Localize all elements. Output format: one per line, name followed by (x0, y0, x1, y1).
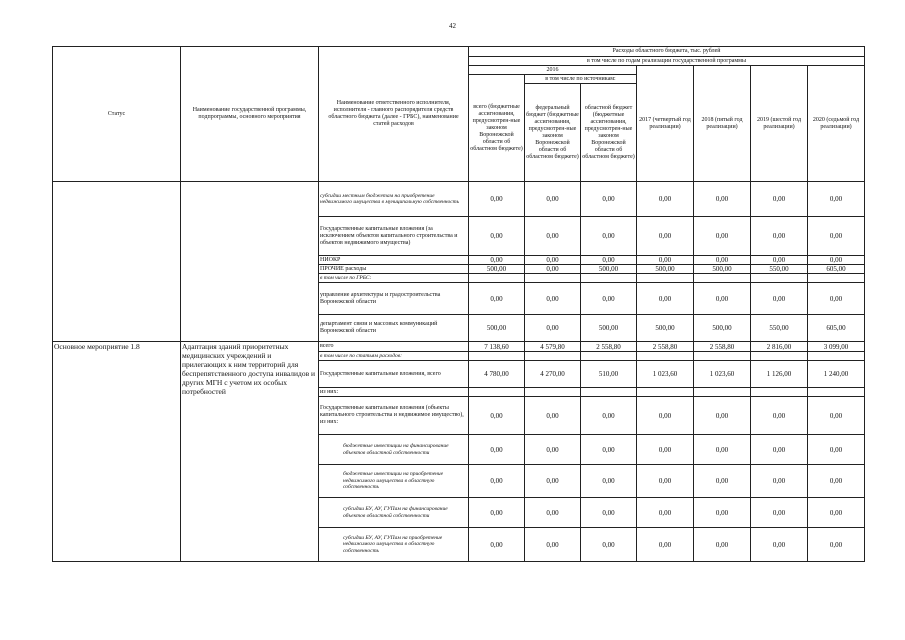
cell-2018: 0,00 (694, 182, 751, 217)
cell-federal: 0,00 (525, 315, 581, 342)
row-label: всего (319, 342, 469, 352)
cell-total: 0,00 (469, 498, 525, 528)
cell-2018: 0,00 (694, 283, 751, 315)
cell-federal: 4 270,00 (525, 361, 581, 388)
row-label: управление архитектуры и градостроительства Воронежской области (319, 283, 469, 315)
cell-2020: 0,00 (808, 283, 865, 315)
cell-2020: 0,00 (808, 182, 865, 217)
row-label: НИОКР (319, 256, 469, 265)
cell-2017: 0,00 (637, 435, 694, 465)
cell-federal: 0,00 (525, 283, 581, 315)
cell-federal: 0,00 (525, 397, 581, 435)
header-program-name: Наименование государственной программы, подпрограммы, основного мероприятия (181, 47, 319, 182)
cell-2018: 500,00 (694, 265, 751, 274)
cell-2019: 0,00 (751, 397, 808, 435)
cell-federal: 0,00 (525, 528, 581, 562)
cell-2019: 0,00 (751, 528, 808, 562)
cell-2020: 605,00 (808, 265, 865, 274)
cell-2017: 500,00 (637, 315, 694, 342)
row-label: бюджетные инвестиции на приобретение недвижимого имущества в областную собственность (319, 465, 469, 498)
header-year-2016: 2016 (469, 66, 637, 75)
cell-2019: 1 126,00 (751, 361, 808, 388)
cell-2017: 0,00 (637, 283, 694, 315)
header-year-2019: 2019 (шестой год реализации) (751, 66, 808, 182)
cell-total: 0,00 (469, 217, 525, 256)
cell-regional: 0,00 (581, 528, 637, 562)
section1-name-cell (181, 182, 319, 342)
cell-2020: 0,00 (808, 256, 865, 265)
cell-total: 4 780,00 (469, 361, 525, 388)
header-by-years: в том числе по годам реализации государственной программы (469, 57, 865, 66)
cell-federal: 0,00 (525, 256, 581, 265)
cell-2017: 0,00 (637, 498, 694, 528)
row-label: в том числе по статьям расходов: (319, 352, 469, 361)
cell-2019: 0,00 (751, 498, 808, 528)
cell-2020: 0,00 (808, 498, 865, 528)
row-label: департамент связи и массовых коммуникаций Воронежской области (319, 315, 469, 342)
cell-2017: 0,00 (637, 528, 694, 562)
row-label: в том числе по ГРБС: (319, 274, 469, 283)
header-status: Статус (53, 47, 181, 182)
cell-2018: 0,00 (694, 528, 751, 562)
row-label: субсидии БУ, АУ, ГУПам на финансирование объектов областной собственности (319, 498, 469, 528)
cell-2017: 0,00 (637, 397, 694, 435)
row-label: из них: (319, 388, 469, 397)
row-label: Государственные капитальные вложения (за исключением объектов капитального строительства и объектов недвижимого имущества) (319, 217, 469, 256)
cell-total: 7 138,60 (469, 342, 525, 352)
cell-regional: 0,00 (581, 435, 637, 465)
cell-regional: 2 558,80 (581, 342, 637, 352)
header-expenses-title: Расходы областного бюджета, тыс. рублей (469, 47, 865, 57)
cell-federal: 0,00 (525, 217, 581, 256)
header-year-2017: 2017 (четвертый год реализации) (637, 66, 694, 182)
cell-2020: 0,00 (808, 397, 865, 435)
budget-table (52, 46, 865, 562)
header-executor: Наименование ответственного исполнителя, исполнителя - главного распорядителя средств областного бюджета (далее - ГРБС), наименование статей расходов (319, 47, 469, 182)
cell-2019: 0,00 (751, 256, 808, 265)
cell-total: 0,00 (469, 256, 525, 265)
row-label: бюджетные инвестиции на финансирование объектов областной собственности (319, 435, 469, 465)
cell-2017: 2 558,80 (637, 342, 694, 352)
cell-federal: 0,00 (525, 465, 581, 498)
cell-regional: 0,00 (581, 465, 637, 498)
cell-regional: 0,00 (581, 498, 637, 528)
cell-regional: 500,00 (581, 265, 637, 274)
cell-2018: 0,00 (694, 465, 751, 498)
header-by-sources: в том числе по источникам: (525, 75, 637, 84)
cell-2017: 0,00 (637, 256, 694, 265)
section1-status-cell (53, 182, 181, 342)
cell-2018: 0,00 (694, 498, 751, 528)
row-label: субсидии местным бюджетам на приобретение недвижимого имущества в муниципальную собственность (319, 182, 469, 217)
cell-2018: 500,00 (694, 315, 751, 342)
cell-2020: 605,00 (808, 315, 865, 342)
cell-regional: 0,00 (581, 256, 637, 265)
cell-regional: 0,00 (581, 283, 637, 315)
header-regional: областной бюджет (бюджетные ассигнования, предусмотрен-ные законом Воронежской области об областном бюджете) (581, 84, 637, 182)
cell-2018: 0,00 (694, 435, 751, 465)
cell-regional: 500,00 (581, 315, 637, 342)
cell-2017: 500,00 (637, 265, 694, 274)
cell-2019: 0,00 (751, 283, 808, 315)
cell-federal: 0,00 (525, 435, 581, 465)
cell-2017: 0,00 (637, 182, 694, 217)
cell-2018: 0,00 (694, 256, 751, 265)
cell-2019: 550,00 (751, 315, 808, 342)
cell-2019: 550,00 (751, 265, 808, 274)
table-row (53, 182, 865, 217)
header-year-2018: 2018 (пятый год реализации) (694, 66, 751, 182)
cell-2020: 0,00 (808, 217, 865, 256)
cell-2019: 0,00 (751, 435, 808, 465)
header-federal: федеральный бюджет (бюджетные ассигнования, предусмотрен-ные законом Воронежской области об областном бюджете) (525, 84, 581, 182)
cell-2020: 0,00 (808, 465, 865, 498)
cell-federal: 4 579,80 (525, 342, 581, 352)
cell-2018: 1 023,60 (694, 361, 751, 388)
cell-total: 0,00 (469, 435, 525, 465)
cell-2020: 0,00 (808, 528, 865, 562)
row-label: Государственные капитальные вложения, всего (319, 361, 469, 388)
cell-2019: 2 816,00 (751, 342, 808, 352)
row-label: Государственные капитальные вложения (объекты капитального строительства и недвижимое имущество), из них: (319, 397, 469, 435)
page-number: 42 (449, 22, 456, 30)
cell-regional: 0,00 (581, 217, 637, 256)
header-total: всего (бюджетные ассигнования, предусмотрен-ные законом Воронежской области об областном бюджете) (469, 75, 525, 182)
header-year-2020: 2020 (седьмой год реализации) (808, 66, 865, 182)
cell-2020: 1 240,00 (808, 361, 865, 388)
section2-name: Адаптация зданий приоритетных медицинских учреждений и прилегающих к ним территорий для беспрепятственного доступа инвалидов и других МГН с учетом их особых потребностей (181, 342, 319, 562)
row-label: ПРОЧИЕ расходы (319, 265, 469, 274)
cell-2018: 0,00 (694, 397, 751, 435)
cell-total: 500,00 (469, 265, 525, 274)
cell-2019: 0,00 (751, 465, 808, 498)
cell-federal: 0,00 (525, 265, 581, 274)
cell-total: 0,00 (469, 397, 525, 435)
cell-total: 0,00 (469, 283, 525, 315)
cell-federal: 0,00 (525, 498, 581, 528)
cell-total: 0,00 (469, 528, 525, 562)
cell-2018: 2 558,80 (694, 342, 751, 352)
cell-2019: 0,00 (751, 217, 808, 256)
cell-2019: 0,00 (751, 182, 808, 217)
row-label: субсидии БУ, АУ, ГУПам на приобретение недвижимого имущества в областную собственность (319, 528, 469, 562)
cell-2017: 1 023,60 (637, 361, 694, 388)
cell-regional: 510,00 (581, 361, 637, 388)
cell-regional: 0,00 (581, 182, 637, 217)
cell-2020: 0,00 (808, 435, 865, 465)
cell-total: 0,00 (469, 182, 525, 217)
cell-regional: 0,00 (581, 397, 637, 435)
cell-total: 500,00 (469, 315, 525, 342)
cell-2017: 0,00 (637, 465, 694, 498)
cell-total: 0,00 (469, 465, 525, 498)
cell-2018: 0,00 (694, 217, 751, 256)
cell-2017: 0,00 (637, 217, 694, 256)
cell-federal: 0,00 (525, 182, 581, 217)
section2-status: Основное мероприятие 1.8 (53, 342, 181, 562)
table-row (53, 342, 865, 352)
cell-2020: 3 099,00 (808, 342, 865, 352)
